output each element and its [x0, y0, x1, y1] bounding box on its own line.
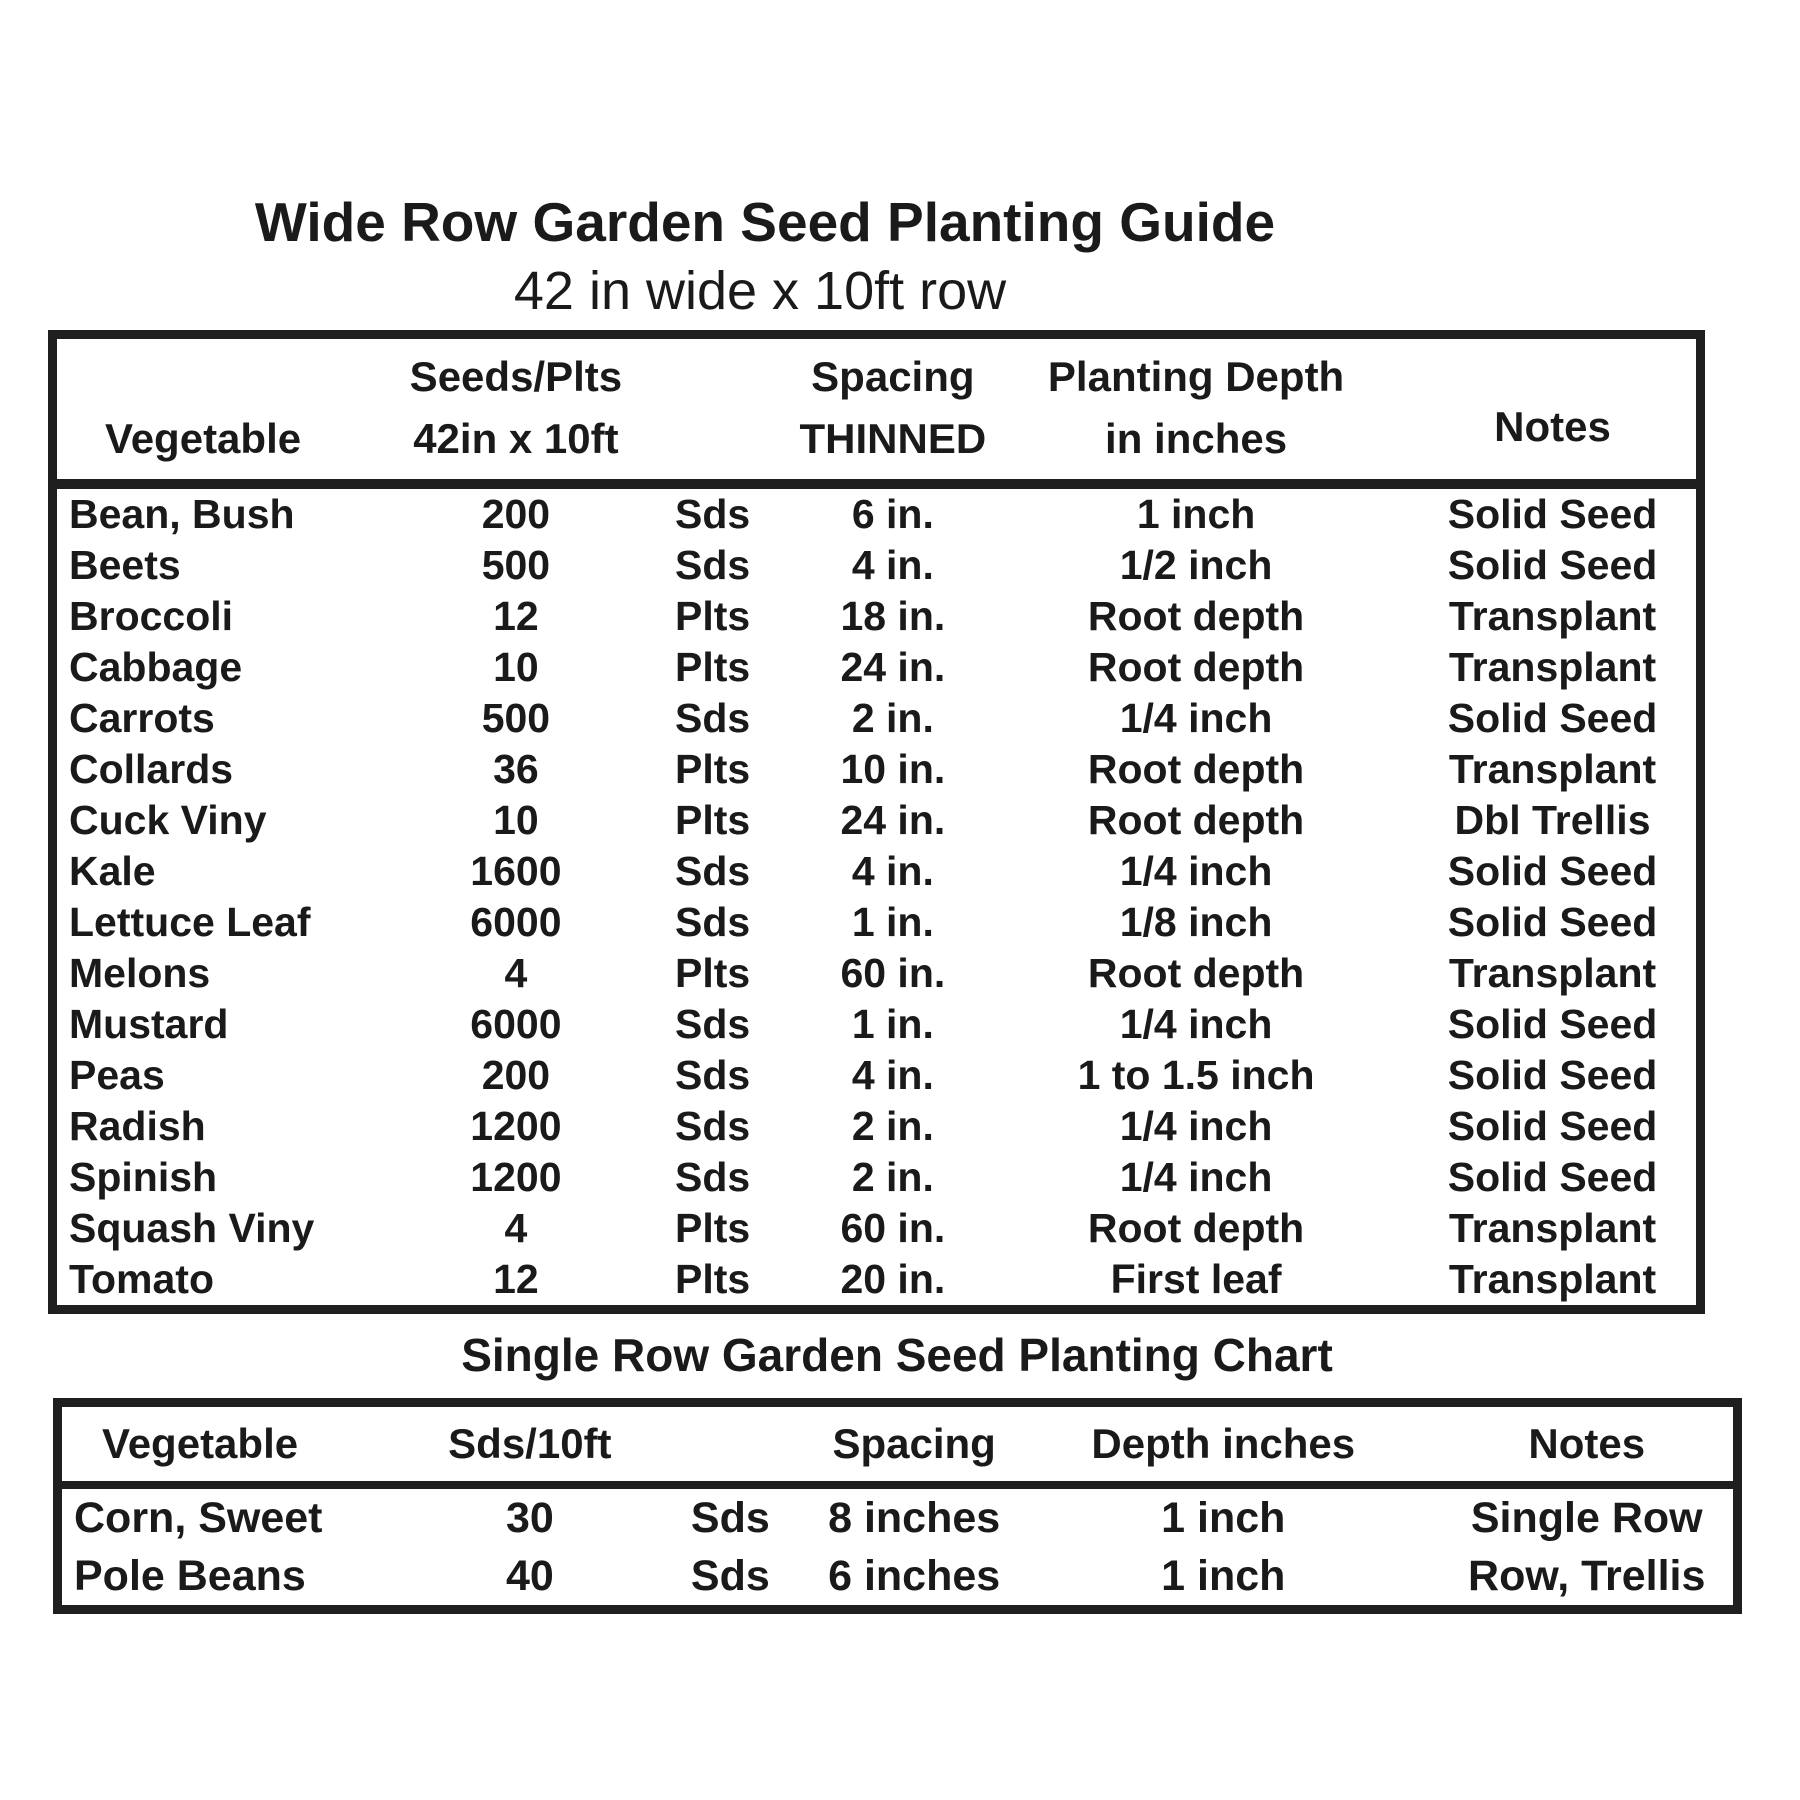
cell-quantity: 36: [493, 746, 539, 792]
table-row: [57, 795, 1696, 846]
cell-notes: Transplant: [1448, 746, 1657, 792]
cell-unit: Plts: [674, 644, 751, 690]
cell-vegetable: Squash Viny: [69, 1205, 315, 1251]
table-row: [57, 642, 1696, 693]
cell-unit: Sds: [674, 1052, 751, 1098]
header-spacing-label: Spacing: [832, 1420, 996, 1467]
cell-vegetable: Spinish: [69, 1154, 218, 1200]
cell-notes: Transplant: [1448, 950, 1657, 996]
cell-notes: Solid Seed: [1447, 491, 1658, 537]
cell-quantity: 200: [481, 491, 551, 537]
cell-depth: Root depth: [1087, 593, 1305, 639]
cell-quantity: 1200: [470, 1103, 562, 1149]
table-row: [57, 744, 1696, 795]
cell-depth: Root depth: [1087, 950, 1305, 996]
cell-unit: Sds: [674, 848, 751, 894]
cell-unit: Plts: [674, 797, 751, 843]
cell-quantity: 1600: [470, 848, 562, 894]
table-row: [57, 489, 1696, 540]
header-depth-line1: Planting Depth: [1047, 353, 1345, 400]
cell-vegetable: Broccoli: [69, 593, 234, 639]
cell-notes: Solid Seed: [1447, 848, 1658, 894]
header-depth-cell: [983, 339, 1409, 479]
cell-spacing: 2 in.: [851, 1154, 934, 1200]
cell-unit: Plts: [674, 593, 751, 639]
header-seeds-line2: 42in x 10ft: [413, 415, 619, 462]
cell-notes: Solid Seed: [1447, 1154, 1658, 1200]
cell-unit: Sds: [690, 1494, 770, 1542]
section2-title: Single Row Garden Seed Planting Chart: [461, 1329, 1333, 1381]
cell-spacing: 1 in.: [851, 899, 934, 945]
header-vegetable-label: Vegetable: [102, 1420, 299, 1467]
cell-depth: Root depth: [1087, 746, 1305, 792]
cell-vegetable: Bean, Bush: [69, 491, 295, 537]
cell-notes: Single Row: [1470, 1494, 1703, 1542]
cell-notes: Transplant: [1448, 1256, 1657, 1302]
cell-spacing: 60 in.: [840, 1205, 946, 1251]
cell-unit: Sds: [674, 1001, 751, 1047]
cell-unit: Sds: [674, 695, 751, 741]
header-notes-label: Notes: [1528, 1420, 1646, 1467]
header-spacing-line2: THINNED: [799, 415, 987, 462]
cell-notes: Solid Seed: [1447, 899, 1658, 945]
cell-spacing: 6 inches: [828, 1552, 1001, 1600]
cell-quantity: 30: [505, 1494, 554, 1542]
cell-unit: Plts: [674, 950, 751, 996]
cell-vegetable: Radish: [69, 1103, 206, 1149]
header-spacing-line1: Spacing: [811, 353, 975, 400]
cell-unit: Sds: [690, 1552, 770, 1600]
cell-spacing: 2 in.: [851, 1103, 934, 1149]
cell-quantity: 10: [493, 644, 539, 690]
cell-depth: 1/4 inch: [1119, 1103, 1273, 1149]
cell-depth: 1/4 inch: [1119, 848, 1273, 894]
cell-vegetable: Kale: [69, 848, 156, 894]
header-depth-label: Depth inches: [1091, 1420, 1356, 1467]
cell-vegetable: Mustard: [69, 1001, 229, 1047]
cell-notes: Transplant: [1448, 644, 1657, 690]
page-subtitle: 42 in wide x 10ft row: [513, 261, 1007, 321]
table-row: [57, 1152, 1696, 1203]
header-notes-cell: [1409, 339, 1696, 479]
table-row: [57, 540, 1696, 591]
wide-row-table-body: [57, 489, 1696, 1305]
cell-quantity: 4: [504, 950, 528, 996]
table-row: [57, 846, 1696, 897]
cell-spacing: 4 in.: [851, 1052, 934, 1098]
cell-spacing: 8 inches: [828, 1494, 1001, 1542]
header-spacing-cell: [799, 339, 987, 479]
cell-vegetable: Melons: [69, 950, 211, 996]
cell-depth: 1 inch: [1161, 1494, 1286, 1542]
cell-vegetable: Cuck Viny: [69, 797, 267, 843]
cell-depth: 1 to 1.5 inch: [1077, 1052, 1315, 1098]
table-row: [57, 693, 1696, 744]
cell-quantity: 6000: [470, 1001, 562, 1047]
cell-notes: Dbl Trellis: [1454, 797, 1651, 843]
table-row: [57, 948, 1696, 999]
cell-unit: Plts: [674, 746, 751, 792]
table-row: [62, 1547, 1733, 1605]
cell-notes: Row, Trellis: [1468, 1552, 1706, 1600]
table-row: [57, 1203, 1696, 1254]
table-row: [57, 1254, 1696, 1305]
page-title: Wide Row Garden Seed Planting Guide: [254, 191, 1276, 253]
table-row: [57, 897, 1696, 948]
single-row-table-header: [62, 1407, 1733, 1489]
table-row: [57, 591, 1696, 642]
cell-notes: Solid Seed: [1447, 542, 1658, 588]
cell-vegetable: Cabbage: [69, 644, 243, 690]
single-row-table: [53, 1398, 1742, 1614]
cell-depth: Root depth: [1087, 644, 1305, 690]
table-row: [57, 1050, 1696, 1101]
cell-quantity: 4: [504, 1205, 528, 1251]
wide-row-table: [48, 330, 1705, 1314]
header-vegetable-cell: [57, 339, 409, 479]
cell-depth: 1/4 inch: [1119, 1154, 1273, 1200]
cell-depth: 1 inch: [1161, 1552, 1286, 1600]
cell-spacing: 1 in.: [851, 1001, 934, 1047]
cell-depth: Root depth: [1087, 1205, 1305, 1251]
header-seeds-line1: Seeds/Plts: [409, 353, 623, 400]
cell-depth: 1/4 inch: [1119, 695, 1273, 741]
cell-unit: Sds: [674, 1103, 751, 1149]
cell-vegetable: Carrots: [69, 695, 215, 741]
cell-depth: 1/4 inch: [1119, 1001, 1273, 1047]
cell-depth: Root depth: [1087, 797, 1305, 843]
cell-quantity: 6000: [470, 899, 562, 945]
cell-unit: Plts: [674, 1205, 751, 1251]
header-depth-line2: in inches: [1105, 415, 1288, 462]
wide-row-table-header: [57, 339, 1696, 489]
cell-spacing: 24 in.: [840, 797, 946, 843]
cell-depth: 1 inch: [1136, 491, 1256, 537]
cell-vegetable: Beets: [69, 542, 181, 588]
cell-vegetable: Corn, Sweet: [74, 1494, 323, 1542]
cell-spacing: 20 in.: [840, 1256, 946, 1302]
cell-quantity: 200: [481, 1052, 551, 1098]
cell-quantity: 40: [505, 1552, 554, 1600]
cell-quantity: 500: [481, 695, 551, 741]
table-row: [57, 1101, 1696, 1152]
cell-spacing: 4 in.: [851, 542, 934, 588]
header-seeds-cell: [409, 339, 622, 479]
cell-depth: First leaf: [1110, 1256, 1282, 1302]
cell-spacing: 6 in.: [851, 491, 934, 537]
cell-unit: Sds: [674, 542, 751, 588]
cell-vegetable: Pole Beans: [74, 1552, 306, 1600]
header-qty-label: Sds/10ft: [448, 1420, 612, 1467]
cell-notes: Solid Seed: [1447, 1103, 1658, 1149]
cell-quantity: 12: [493, 593, 539, 639]
header-vegetable-label: Vegetable: [105, 415, 302, 462]
cell-spacing: 4 in.: [851, 848, 934, 894]
header-unit-cell: [622, 339, 802, 479]
cell-depth: 1/8 inch: [1119, 899, 1273, 945]
cell-notes: Solid Seed: [1447, 695, 1658, 741]
cell-vegetable: Lettuce Leaf: [69, 899, 311, 945]
cell-unit: Sds: [674, 491, 751, 537]
cell-notes: Solid Seed: [1447, 1052, 1658, 1098]
cell-vegetable: Collards: [69, 746, 234, 792]
cell-quantity: 10: [493, 797, 539, 843]
cell-depth: 1/2 inch: [1119, 542, 1273, 588]
cell-quantity: 12: [493, 1256, 539, 1302]
cell-unit: Plts: [674, 1256, 751, 1302]
header-notes-label: Notes: [1494, 403, 1611, 450]
table-row: [57, 999, 1696, 1050]
cell-vegetable: Tomato: [69, 1256, 215, 1302]
table-row: [62, 1489, 1733, 1547]
cell-vegetable: Peas: [69, 1052, 165, 1098]
cell-unit: Sds: [674, 899, 751, 945]
cell-quantity: 500: [481, 542, 551, 588]
cell-unit: Sds: [674, 1154, 751, 1200]
single-row-table-body: [62, 1489, 1733, 1605]
cell-notes: Transplant: [1448, 1205, 1657, 1251]
cell-spacing: 2 in.: [851, 695, 934, 741]
cell-spacing: 18 in.: [840, 593, 946, 639]
cell-spacing: 24 in.: [840, 644, 946, 690]
cell-spacing: 60 in.: [840, 950, 946, 996]
cell-notes: Solid Seed: [1447, 1001, 1658, 1047]
cell-spacing: 10 in.: [840, 746, 946, 792]
cell-quantity: 1200: [470, 1154, 562, 1200]
cell-notes: Transplant: [1448, 593, 1657, 639]
